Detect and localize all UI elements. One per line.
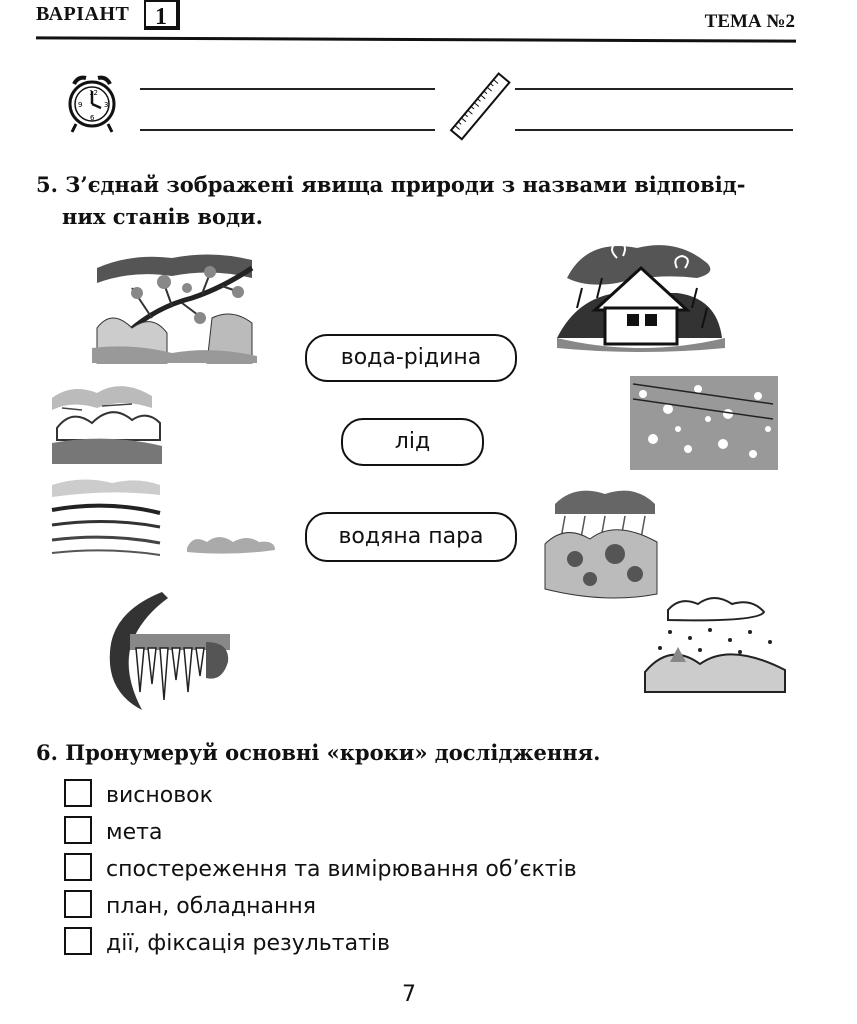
frost-branches-picture[interactable] [92, 248, 257, 363]
step-number-box-1[interactable] [64, 779, 92, 807]
variant-label: ВАРІАНТ [36, 3, 130, 25]
icicles-picture[interactable] [102, 592, 234, 712]
step-label-1: висновок [106, 783, 213, 808]
step-label-4: план, обладнання [106, 894, 316, 919]
state-ice[interactable]: лід [341, 418, 484, 466]
step-number-box-4[interactable] [64, 890, 92, 918]
rain-house-picture[interactable] [557, 238, 725, 356]
measure-line-1[interactable] [515, 88, 793, 90]
svg-text:9: 9 [78, 101, 83, 109]
topic-label: ТЕМА №2 [704, 11, 795, 32]
task5-title-line2: них станів води. [62, 204, 263, 229]
step-label-5: дії, фіксація результатів [106, 931, 390, 956]
step-number-box-3[interactable] [64, 853, 92, 881]
river-picture[interactable] [52, 475, 162, 557]
step-label-3: спостереження та вимірювання об’єктів [106, 857, 577, 882]
variant-number: 1 [144, 0, 180, 30]
header-rule [36, 36, 796, 42]
state-liquid-water[interactable]: вода-рідина [305, 334, 517, 382]
svg-text:6: 6 [90, 114, 95, 122]
cloud-picture[interactable] [183, 530, 279, 556]
task6-title: 6. Пронумеруй основні «кроки» дослідження. [36, 740, 601, 765]
fog-clouds-picture[interactable] [52, 378, 162, 464]
svg-text:12: 12 [89, 89, 98, 97]
time-end-line[interactable] [140, 129, 435, 131]
snowfall-picture[interactable] [640, 592, 790, 696]
step-number-box-5[interactable] [64, 927, 92, 955]
step-label-2: мета [106, 820, 163, 845]
state-water-vapor[interactable]: водяна пара [305, 512, 517, 562]
task5-title-line1: 5. З’єднай зображені явища природи з назвами відповід- [36, 172, 746, 197]
ruler-icon [448, 68, 514, 146]
page-number: 7 [402, 982, 416, 1007]
hoarfrost-field-picture[interactable] [628, 374, 780, 472]
time-start-line[interactable] [140, 88, 435, 90]
step-number-box-2[interactable] [64, 816, 92, 844]
rain-trees-picture[interactable] [545, 484, 660, 604]
measure-line-2[interactable] [515, 129, 793, 131]
alarm-clock-icon [64, 70, 120, 134]
svg-text:3: 3 [104, 101, 109, 109]
